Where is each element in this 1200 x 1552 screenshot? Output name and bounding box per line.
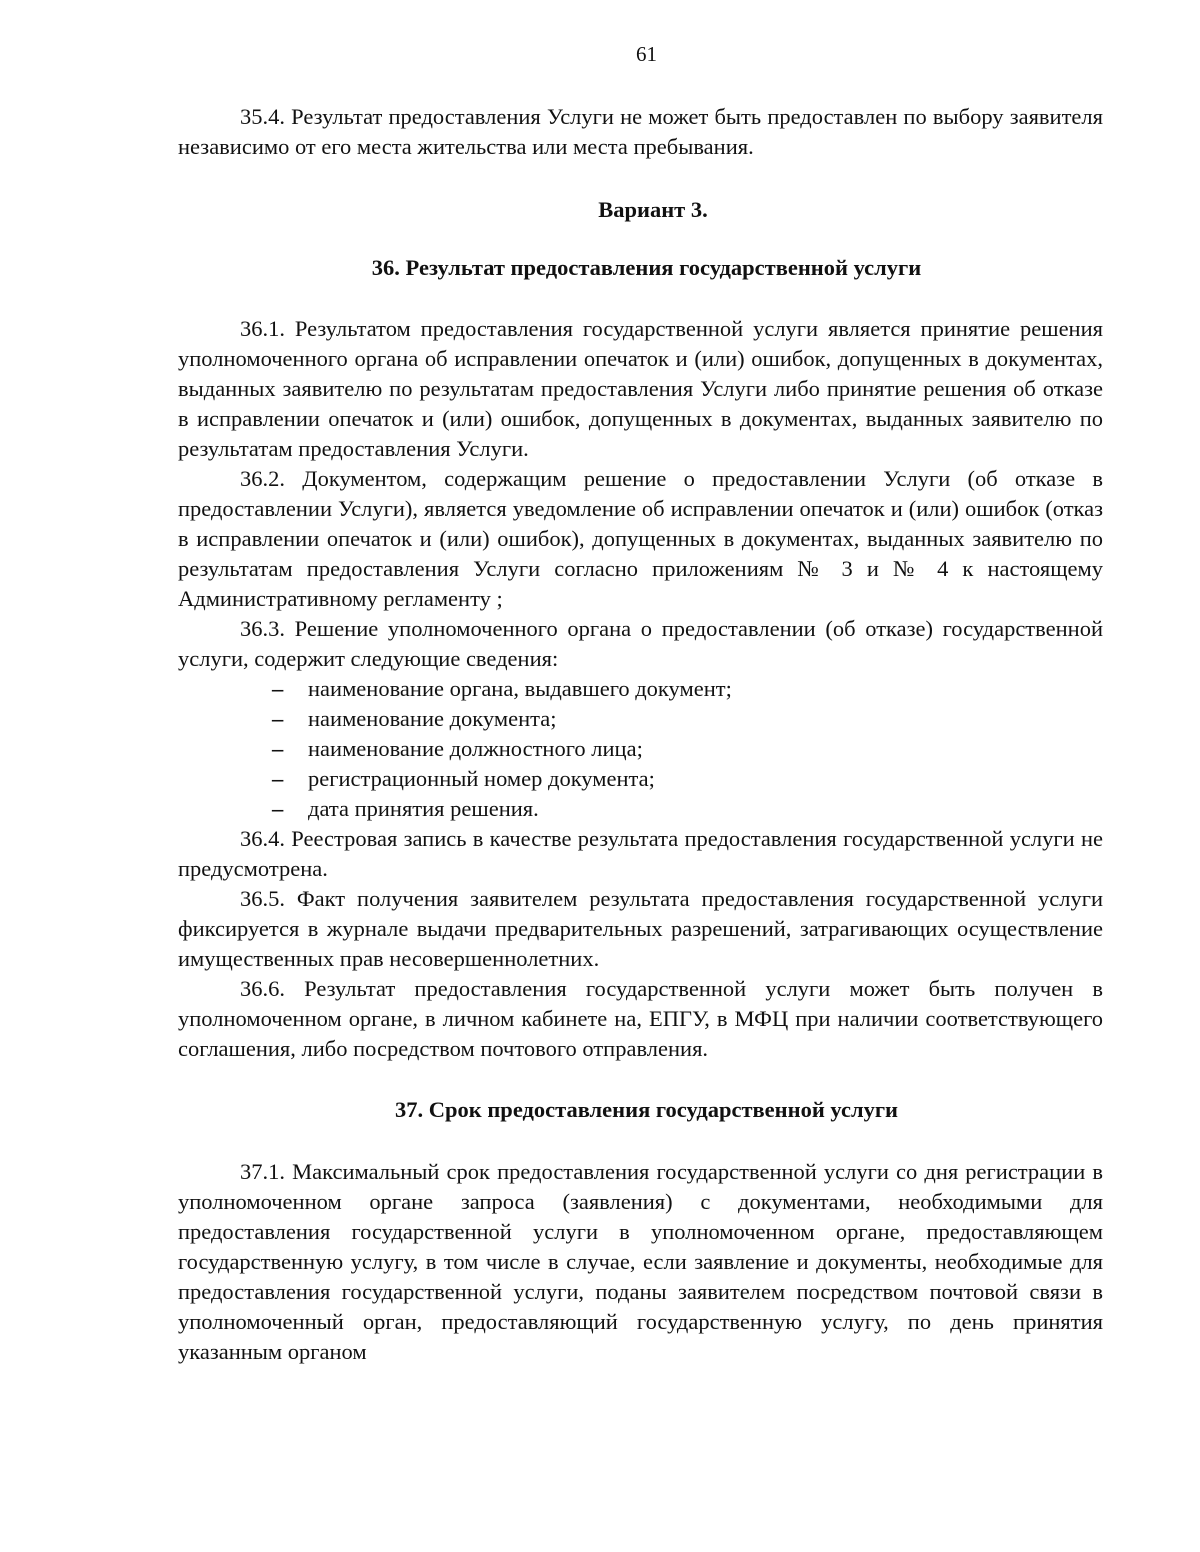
list-item <box>272 764 1103 794</box>
dash-icon: – <box>272 766 284 791</box>
requisites-list <box>178 674 1103 824</box>
list-item <box>272 794 1103 824</box>
list-item-text: наименование документа; <box>308 706 557 731</box>
paragraph-36-1: 36.1. Результатом предоставления государственной услуги является принятие решения уполномоченного органа об исправлении опечаток и (или) ошибок, допущенных в документах, выданных заявителю по результатам предоставления Услуги либо принятие решения об отказе в исправлении опечаток и (или) ошибок, допущенных в документах, выданных заявителю по результатам предоставления Услуги. <box>178 316 1103 461</box>
dash-icon: – <box>272 736 284 761</box>
paragraph-36-4: 36.4. Реестровая запись в качестве результата предоставления государственной услуги не предусмотрена. <box>178 826 1103 881</box>
list-item-text: дата принятия решения. <box>308 796 539 821</box>
list-item <box>272 704 1103 734</box>
list-item <box>272 674 1103 704</box>
section-36-title: 36. Результат предоставления государственной услуги <box>371 255 922 280</box>
page-number: 61 <box>636 42 657 66</box>
document-page <box>178 40 1103 1367</box>
dash-icon: – <box>272 796 284 821</box>
list-item-text: регистрационный номер документа; <box>308 766 655 791</box>
list-item-text: наименование должностного лица; <box>308 736 643 761</box>
section-37-title: 37. Срок предоставления государственной услуги <box>394 1097 899 1122</box>
paragraph-36-3: 36.3. Решение уполномоченного органа о предоставлении (об отказе) государственной услуги, содержит следующие сведения: <box>178 616 1103 671</box>
paragraph-36-5: 36.5. Факт получения заявителем результата предоставления государственной услуги фиксируется в журнале выдачи предварительных разрешений, затрагивающих осуществление имущественных прав несовершеннолетних. <box>178 886 1103 971</box>
paragraph-36-2: 36.2. Документом, содержащим решение о предоставлении Услуги (об отказе в предоставлении Услуги), является уведомление об исправлении опечаток и (или) ошибок (отказ в исправлении опечаток и (или) ошибок), допущенных в документах, выданных заявителю по результатам предоставления Услуги согласно приложениям № 3 и № 4 к настоящему Административному регламенту ; <box>178 466 1103 611</box>
paragraph-36-6: 36.6. Результат предоставления государственной услуги может быть получен в уполномоченном органе, в личном кабинете на, ЕПГУ, в МФЦ при наличии соответствующего соглашения, либо посредством почтового отправления. <box>178 976 1103 1061</box>
variant-title: Вариант 3. <box>598 197 708 222</box>
dash-icon: – <box>272 706 284 731</box>
paragraph-37-1: 37.1. Максимальный срок предоставления государственной услуги со дня регистрации в уполномоченном органе запроса (заявления) с документами, необходимыми для предоставления государственной услуги в уполномоченном органе, предоставляющем государственную услугу, в том числе в случае, если заявление и документы, необходимые для предоставления государственной услуги, поданы заявителем посредством почтовой связи в уполномоченный орган, предоставляющий государственную услугу, по день принятия указанным органом <box>178 1159 1103 1364</box>
dash-icon: – <box>272 676 284 701</box>
list-item <box>272 734 1103 764</box>
paragraph-35-4: 35.4. Результат предоставления Услуги не может быть предоставлен по выбору заявителя независимо от его места жительства или места пребывания. <box>178 104 1103 159</box>
list-item-text: наименование органа, выдавшего документ; <box>308 676 732 701</box>
